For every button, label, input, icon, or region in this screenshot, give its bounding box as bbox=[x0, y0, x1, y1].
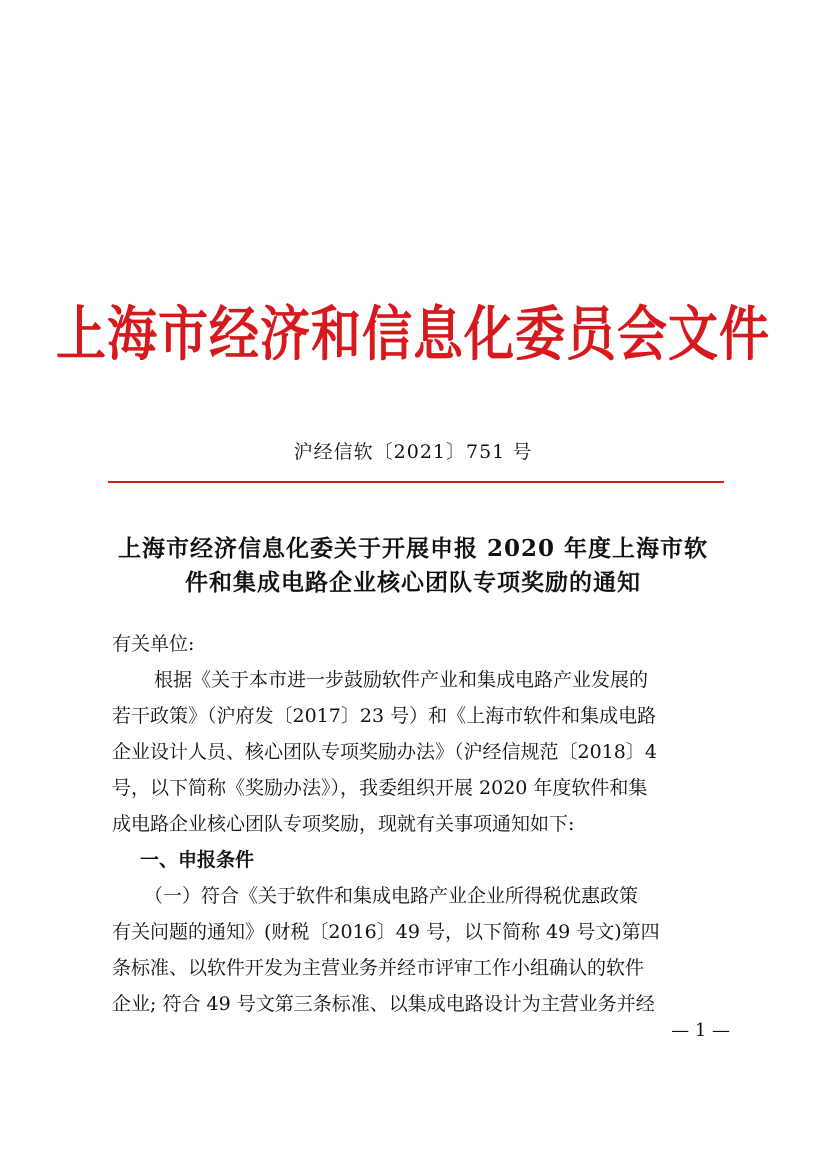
red-divider-line bbox=[108, 481, 724, 483]
paragraph-line: 号，以下简称《奖励办法》），我委组织开展 2020 年度软件和集 bbox=[112, 777, 648, 799]
notice-body bbox=[112, 626, 722, 1022]
page-number: — 1 — bbox=[671, 1020, 730, 1041]
paragraph-line: 若干政策》（沪府发〔2017〕23 号）和《上海市软件和集成电路 bbox=[112, 705, 657, 727]
section-heading: 一、申报条件 bbox=[140, 849, 255, 871]
paragraph-line: 有关问题的通知》(财税〔2016〕49 号，以下简称 49 号文)第四 bbox=[112, 921, 660, 943]
addressee: 有关单位: bbox=[112, 633, 195, 655]
paragraph-line: （一）符合《关于软件和集成电路产业企业所得税优惠政策 bbox=[144, 885, 639, 907]
issuing-authority-header: 上海市经济和信息化委员会文件 bbox=[56, 299, 770, 369]
notice-title-line: 件和集成电路企业核心团队专项奖励的通知 bbox=[185, 569, 641, 596]
notice-title bbox=[100, 532, 726, 600]
paragraph-line: 企业; 符合 49 号文第三条标准、以集成电路设计为主营业务并经 bbox=[112, 993, 655, 1015]
document-number: 沪经信软〔2021〕751 号 bbox=[293, 441, 533, 463]
paragraph-line: 成电路企业核心团队专项奖励，现就有关事项通知如下: bbox=[112, 813, 575, 835]
paragraph-line: 条标准、以软件开发为主营业务并经市评审工作小组确认的软件 bbox=[112, 957, 645, 979]
paragraph-line: 企业设计人员、核心团队专项奖励办法》（沪经信规范〔2018〕4 bbox=[112, 741, 657, 763]
paragraph-line: 根据《关于本市进一步鼓励软件产业和集成电路产业发展的 bbox=[154, 669, 649, 691]
notice-title-line: 上海市经济信息化委关于开展申报 2020 年度上海市软 bbox=[117, 535, 709, 562]
